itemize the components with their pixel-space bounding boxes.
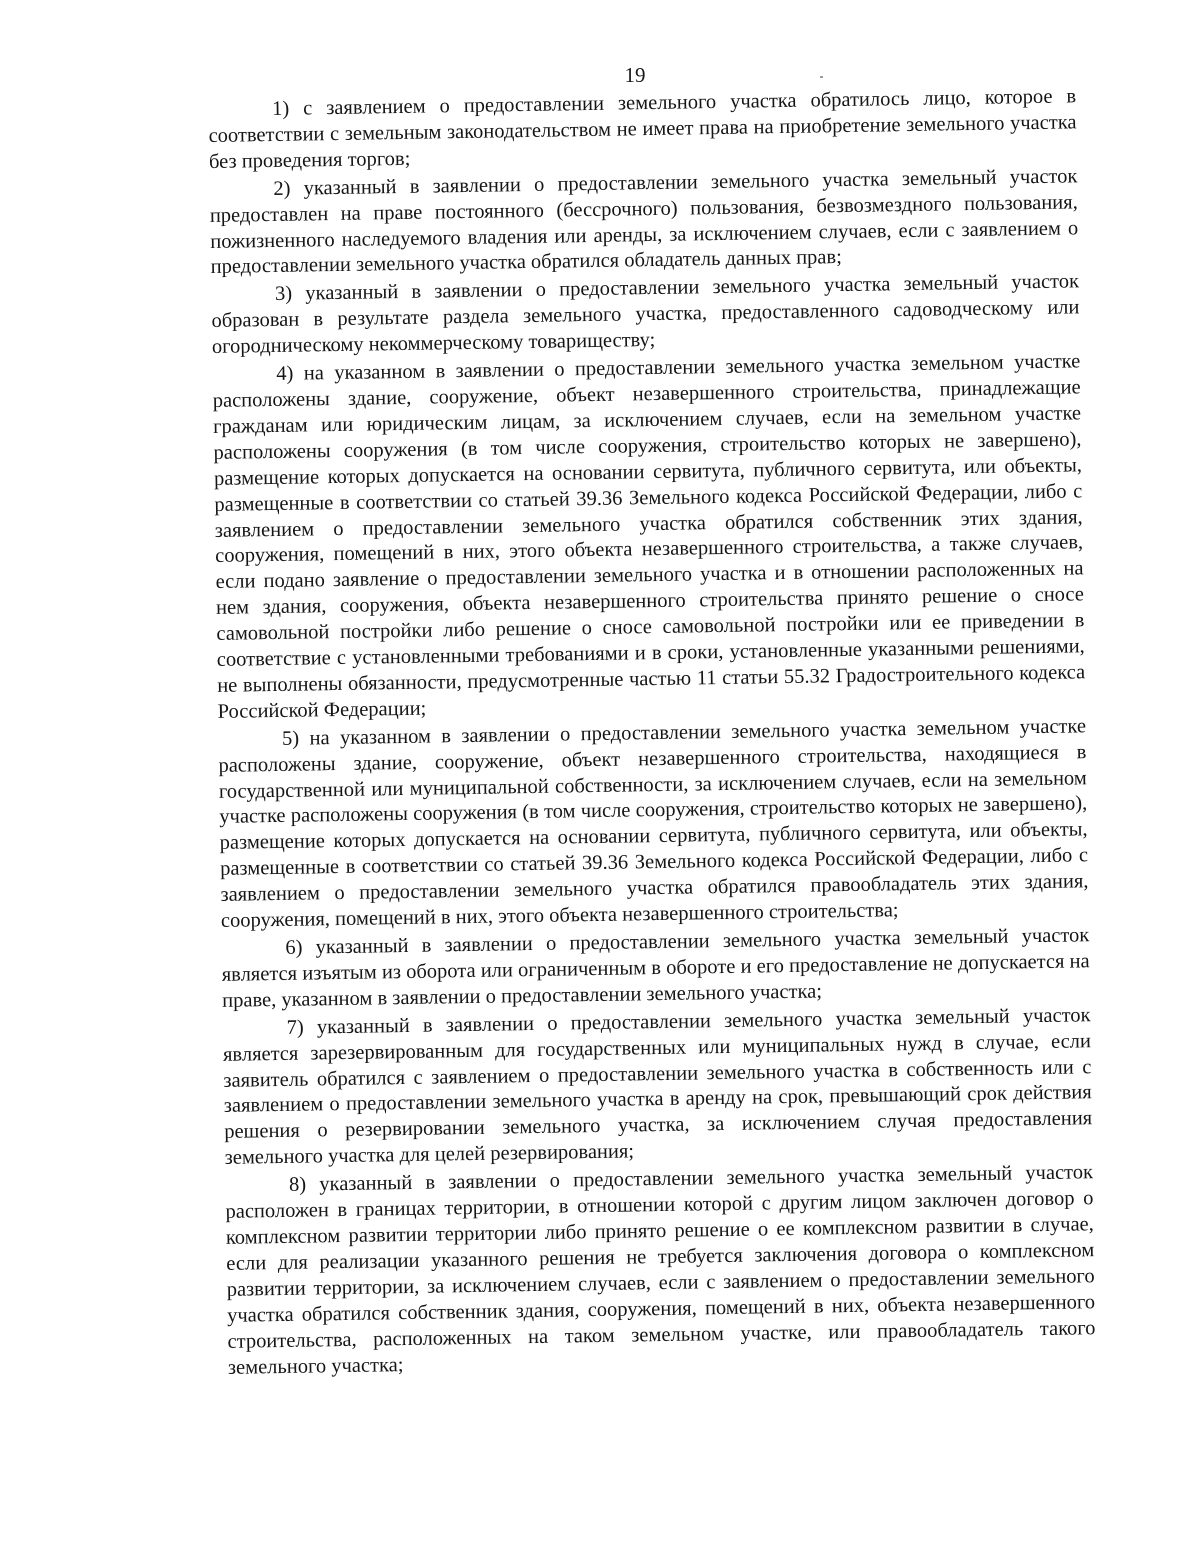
paragraph-4: 4) на указанном в заявлении о предоставлении земельного участка земельном участке расположены здание, сооружение, объект незавершенного строительства, принадлежащие гражданам или юридическим лицам, за исключением случаев, если на земельном участке расположены сооружения (в том числе сооружения, строительство которых не завершено), размещение которых допускается на основании сервитута, публичного сервитута, или объекты, размещенные в соответствии со статьей 39.36 Земельного кодекса Российской Федерации, либо с заявлением о предоставлении земельного участка обратился собственник этих здания, сооружения, помещений в них, этого объекта незавершенного строительства, а также случаев, если подано заявление о предоставлении земельного участка и в отношении расположенных на нем здания, сооружения, объекта незавершенного строительства принято решение о сносе самовольной постройки либо решение о сносе самовольной постройки или ее приведении в соответствие с установленными требованиями и в сроки, установленные указанными решениями, не выполнены обязанности, предусмотренные частью 11 статьи 55.32 Градостроительного кодекса Российской Федерации; [212, 350, 1086, 723]
paragraph-5: 5) на указанном в заявлении о предоставлении земельного участка земельном участке расположены здание, сооружение, объект незавершенного строительства, находящиеся в государственной или муниципальной собственности, за исключением случаев, если на земельном участке расположены сооружения (в том числе сооружения, строительство которых не завершено), размещение которых допускается на основании сервитута, публичного сервитута, или объекты, размещенные в соответствии со статьей 39.36 Земельного кодекса Российской Федерации, либо с заявлением о предоставлении земельного участка обратился правообладатель этих здания, сооружения, помещений в них, этого объекта незавершенного строительства; [218, 715, 1089, 932]
paragraph-8: 8) указанный в заявлении о предоставлении земельного участка земельный участок расположен в границах территории, в отношении которой с другим лицом заключен договор о комплексном развитии территории либо принято решение о ее комплексном развитии в случае, если для реализации указанного решения не требуется заключения договора о комплексном развитии территории, за исключением случаев, если с заявлением о предоставлении земельного участка обратился собственник здания, сооружения, помещений в них, объекта незавершенного строительства, расположенных на таком земельном участке, или правообладатель такого земельного участка; [225, 1161, 1096, 1379]
paragraph-1: 1) с заявлением о предоставлении земельного участка обратилось лицо, которое в соответствии с земельным законодательством не имеет права на приобретение земельного участка без проведения торгов; [208, 85, 1077, 173]
page-number: 19 [624, 63, 646, 87]
document-body [208, 84, 1096, 1383]
paragraph-3: 3) указанный в заявлении о предоставлении земельного участка земельный участок образован в результате раздела земельного участка, предоставленного садоводческому или огородническому некоммерческому товариществу; [211, 270, 1080, 359]
paragraph-7: 7) указанный в заявлении о предоставлении земельного участка земельный участок является зарезервированным для государственных или муниципальных нужд в случае, если заявитель обратился с заявлением о предоставлении земельного участка в собственность или с заявлением о предоставлении земельного участка в аренду на срок, превышающий срок действия решения о резервировании земельного участка, за исключением случая предоставления земельного участка для целей резервирования; [222, 1003, 1093, 1170]
paragraph-6: 6) указанный в заявлении о предоставлении земельного участка земельный участок является изъятым из оборота или ограниченным в обороте и его предоставление не допускается на праве, указанном в заявлении о предоставлении земельного участка; [221, 924, 1090, 1012]
paragraph-2: 2) указанный в заявлении о предоставлении земельного участка земельный участок предоставлен на праве постоянного (бессрочного) пользования, безвозмездного пользования, пожизненного наследуемого владения или аренды, за исключением случаев, если с заявлением о предоставлении земельного участка обратился обладатель данных прав; [209, 165, 1079, 279]
scan-speck [820, 76, 823, 78]
